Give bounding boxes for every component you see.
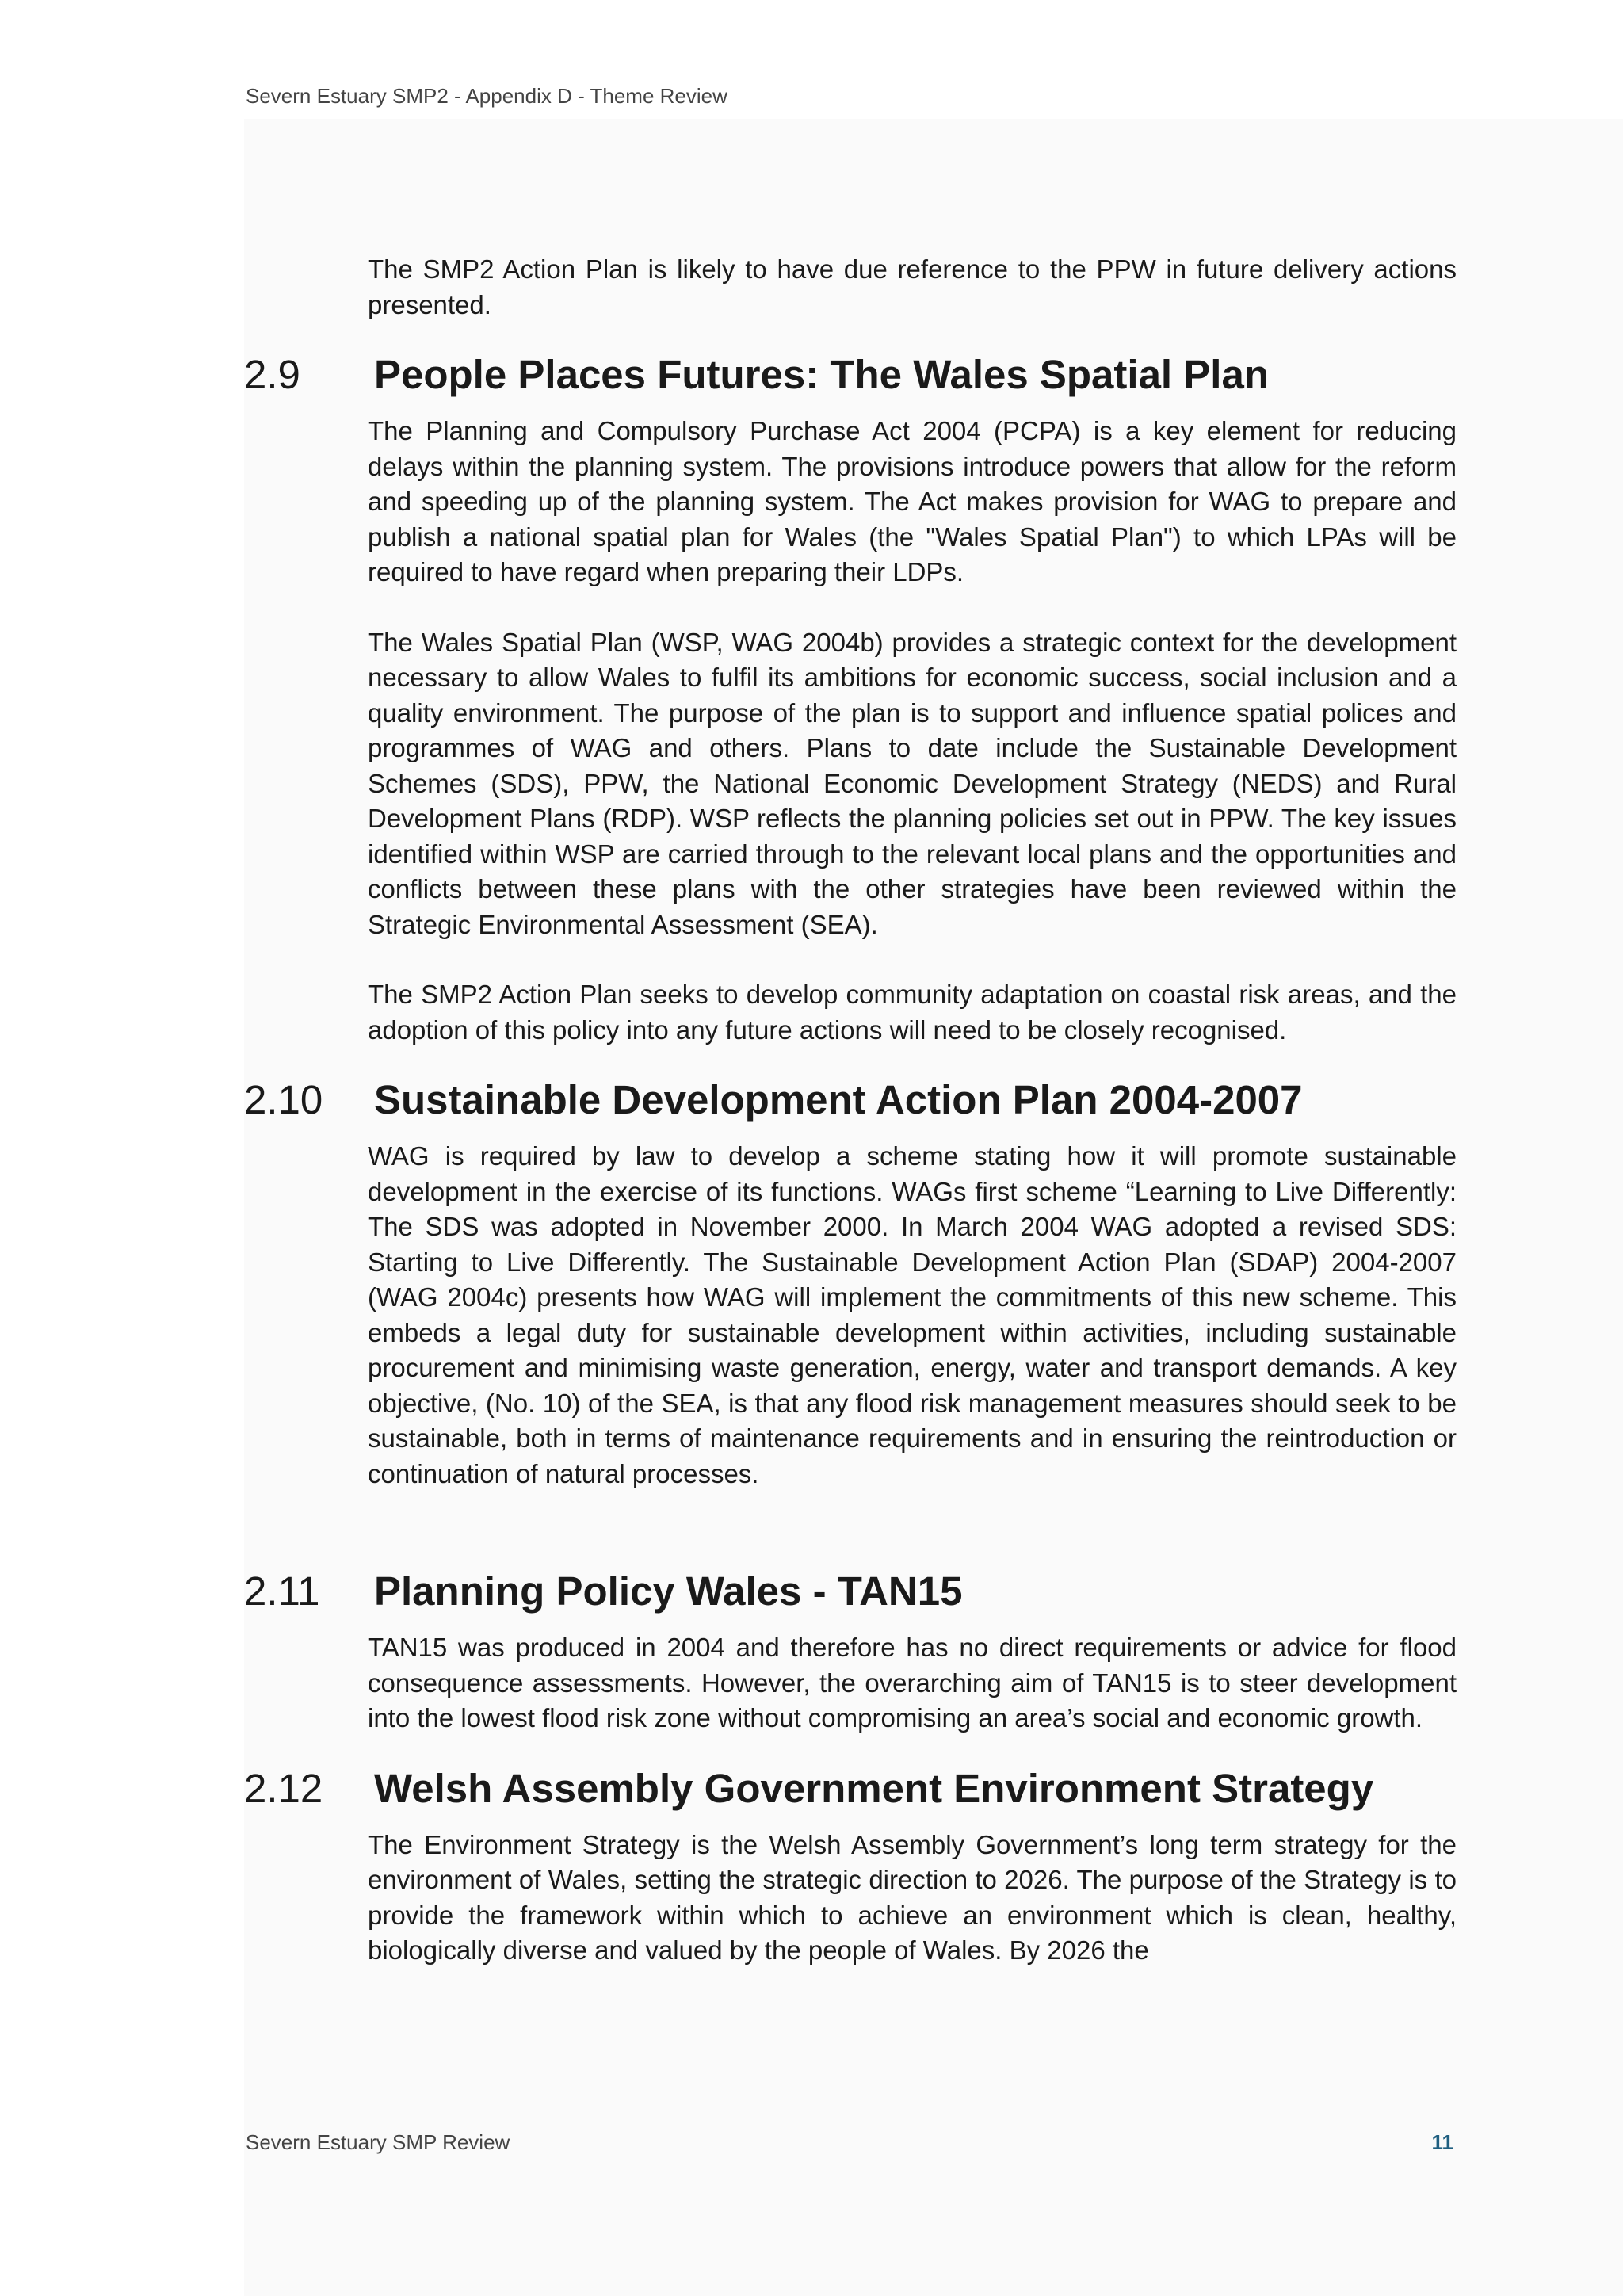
paragraph: The Environment Strategy is the Welsh Assembly Government’s long term strategy for the environment of Wales, setting the strategic direction to 2026. The purpose of the Strategy is to provide the framework within which to achieve an environment which is clean, healthy, biologically diverse and valued by the people of Wales. By 2026 the [368,1829,1457,1965]
paragraph: TAN15 was produced in 2004 and therefore has no direct requirements or advice for flood consequence assessments. However, the overarching aim of TAN15 is to steer development into the lowest flood risk zone without compromising an area’s social and economic growth. [368,1633,1457,1733]
paragraph: The SMP2 Action Plan seeks to develop community adaptation on coastal risk areas, and the adoption of this policy into any future actions will need to be closely recognised. [368,980,1457,1045]
section-title: Welsh Assembly Government Environment Strategy [374,1765,1374,1811]
section-number: 2.12 [244,1765,323,1811]
section-heading-2-11 [244,1568,1457,1614]
section-heading-2-12 [244,1765,1457,1812]
section-title: Planning Policy Wales - TAN15 [374,1568,963,1614]
section-heading-2-9 [244,351,1457,398]
intro-paragraph: The SMP2 Action Plan is likely to have due reference to the PPW in future delivery actions presented. [368,254,1457,319]
section-heading-2-10 [244,1076,1457,1123]
paragraph: The Wales Spatial Plan (WSP, WAG 2004b) provides a strategic context for the development necessary to allow Wales to fulfil its ambitions for economic success, social inclusion and a quality environment. The purpose of the plan is to support and influence spatial polices and programmes of WAG and others. Plans to date include the Sustainable Development Schemes (SDS), PPW, the National Economic Development Strategy (NEDS) and Rural Development Plans (RDP). WSP reflects the planning policies set out in PPW. The key issues identified within WSP are carried through to the relevant local plans and the opportunities and conflicts between these plans with the other strategies have been reviewed within the Strategic Environmental Assessment (SEA). [368,627,1457,939]
section-number: 2.11 [244,1568,320,1614]
section-number: 2.9 [244,352,300,397]
document-body [244,252,1457,1969]
running-footer [246,2130,1453,2155]
section-title: Sustainable Development Action Plan 2004-2007 [374,1077,1303,1122]
footer-document-title: Severn Estuary SMP Review [246,2130,510,2154]
page-number: 11 [1431,2130,1453,2154]
paragraph: The Planning and Compulsory Purchase Act 2004 (PCPA) is a key element for reducing delays within the planning system. The provisions introduce powers that allow for the reform and speeding up of the planning system. The Act makes provision for WAG to prepare and publish a national spatial plan for Wales (the "Wales Spatial Plan") to which LPAs will be required to have regard when preparing their LDPs. [368,416,1457,586]
section-title: People Places Futures: The Wales Spatial Plan [374,352,1269,397]
section-number: 2.10 [244,1077,323,1122]
paragraph: WAG is required by law to develop a scheme stating how it will promote sustainable development in the exercise of its functions. WAGs first scheme “Learning to Live Differently: The SDS was adopted in November 2000. In March 2004 WAG adopted a revised SDS: Starting to Live Differently. The Sustainable Development Action Plan (SDAP) 2004-2007 (WAG 2004c) presents how WAG will implement the commitments of this new scheme. This embeds a legal duty for sustainable development within activities, including sustainable procurement and minimising waste generation, energy, water and transport demands. A key objective, (No. 10) of the SEA, is that any flood risk management measures should seek to be sustainable, both in terms of maintenance requirements and in ensuring the reintroduction or continuation of natural processes. [368,1141,1457,1488]
running-header: Severn Estuary SMP2 - Appendix D - Theme Review [246,84,727,108]
